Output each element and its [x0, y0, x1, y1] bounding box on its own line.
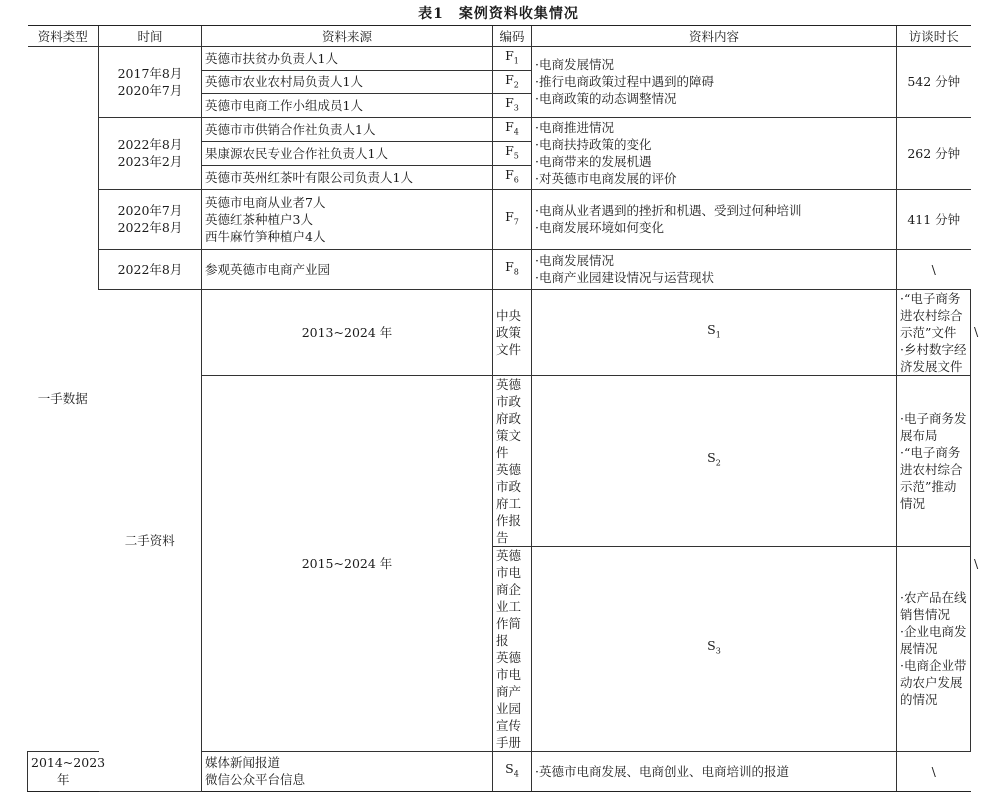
source-cell: 英德市政府政策文件 英德市政府工作报告 — [493, 375, 532, 546]
code-cell: $F_5$ — [493, 141, 532, 165]
source-cell: 参观英德市电商产业园 — [202, 249, 493, 289]
time-cell: 2015~2024 年 — [202, 375, 493, 751]
source-cell: 英德市农业农村局负责人1人 — [202, 70, 493, 94]
content-cell: ·电商推进情况 ·电商扶持政策的变化 ·电商带来的发展机遇 ·对英德市电商发展的评价 — [532, 117, 897, 189]
header-time: 时间 — [99, 26, 202, 47]
time-cell: 2022年8月 — [99, 249, 202, 289]
content-cell: ·英德市电商发展、电商创业、电商培训的报道 — [532, 751, 897, 791]
source-cell: 果康源农民专业合作社负责人1人 — [202, 141, 493, 165]
code-cell: $F_1$ — [493, 47, 532, 71]
header-code: 编码 — [493, 26, 532, 47]
code-cell: $F_4$ — [493, 117, 532, 141]
table-row — [28, 117, 971, 141]
code-cell: $F_7$ — [493, 189, 532, 249]
code-cell: $S_1$ — [532, 289, 897, 375]
source-cell: 英德市电商从业者7人 英德红茶种植户3人 西牛麻竹笋种植户4人 — [202, 189, 493, 249]
code-cell: $F_6$ — [493, 165, 532, 189]
table-row: 二手资料 2013~2024 年 中央政策文件 $S_1$ ·“电子商务进农村综合示范”文件 ·乡村数字经济发展文件 \ — [28, 289, 971, 375]
source-cell: 英德市电商工作小组成员1人 — [202, 94, 493, 118]
code-cell: $F_3$ — [493, 94, 532, 118]
table-caption: 表1 案例资料收集情况 — [418, 6, 579, 22]
table-row: 2015~2024 年 英德市政府政策文件 英德市政府工作报告 $S_2$ ·电子商务发展布局 ·“电子商务进农村综合示范”推动情况 \ — [28, 375, 971, 546]
type-second-hand: 二手资料 — [99, 289, 202, 791]
code-cell: $S_3$ — [532, 546, 897, 751]
duration-cell: 262 分钟 — [897, 117, 971, 189]
header-content: 资料内容 — [532, 26, 897, 47]
time-cell: 2013~2024 年 — [202, 289, 493, 375]
source-cell: 中央政策文件 — [493, 289, 532, 375]
type-first-hand: 一手数据 — [28, 47, 99, 752]
source-cell: 英德市市供销合作社负责人1人 — [202, 117, 493, 141]
header-row — [28, 26, 971, 47]
header-duration: 访谈时长 — [897, 26, 971, 47]
table-row — [28, 47, 971, 71]
table-row — [28, 189, 971, 249]
source-cell: 英德市英州红茶叶有限公司负责人1人 — [202, 165, 493, 189]
time-cell: 2014~2023 年 — [28, 751, 99, 791]
content-cell: ·电子商务发展布局 ·“电子商务进农村综合示范”推动情况 — [897, 375, 971, 546]
table-row — [28, 249, 971, 289]
duration-cell: 542 分钟 — [897, 47, 971, 118]
duration-cell: 411 分钟 — [897, 189, 971, 249]
source-cell: 英德市扶贫办负责人1人 — [202, 47, 493, 71]
time-cell: 2020年7月 2022年8月 — [99, 189, 202, 249]
header-type: 资料类型 — [28, 26, 99, 47]
time-cell: 2017年8月 2020年7月 — [99, 47, 202, 118]
code-cell: $F_2$ — [493, 70, 532, 94]
time-cell: 2022年8月 2023年2月 — [99, 117, 202, 189]
source-cell: 媒体新闻报道 微信公众平台信息 — [202, 751, 493, 791]
content-cell: ·农产品在线销售情况 ·企业电商发展情况 ·电商企业带动农户发展的情况 — [897, 546, 971, 751]
duration-cell: \ — [897, 249, 971, 289]
duration-cell: \ — [897, 751, 971, 791]
content-cell: ·电商从业者遇到的挫折和机遇、受到过何种培训 ·电商发展环境如何变化 — [532, 189, 897, 249]
code-cell: $S_4$ — [493, 751, 532, 791]
header-source: 资料来源 — [202, 26, 493, 47]
content-cell: ·电商发展情况 ·电商产业园建设情况与运营现状 — [532, 249, 897, 289]
source-cell: 英德市电商企业工作简报 英德市电商产业园宣传手册 — [493, 546, 532, 751]
content-cell: ·“电子商务进农村综合示范”文件 ·乡村数字经济发展文件 — [897, 289, 971, 375]
case-data-table — [27, 25, 979, 792]
content-cell: ·电商发展情况 ·推行电商政策过程中遇到的障碍 ·电商政策的动态调整情况 — [532, 47, 897, 118]
code-cell: $F_8$ — [493, 249, 532, 289]
code-cell: $S_2$ — [532, 375, 897, 546]
